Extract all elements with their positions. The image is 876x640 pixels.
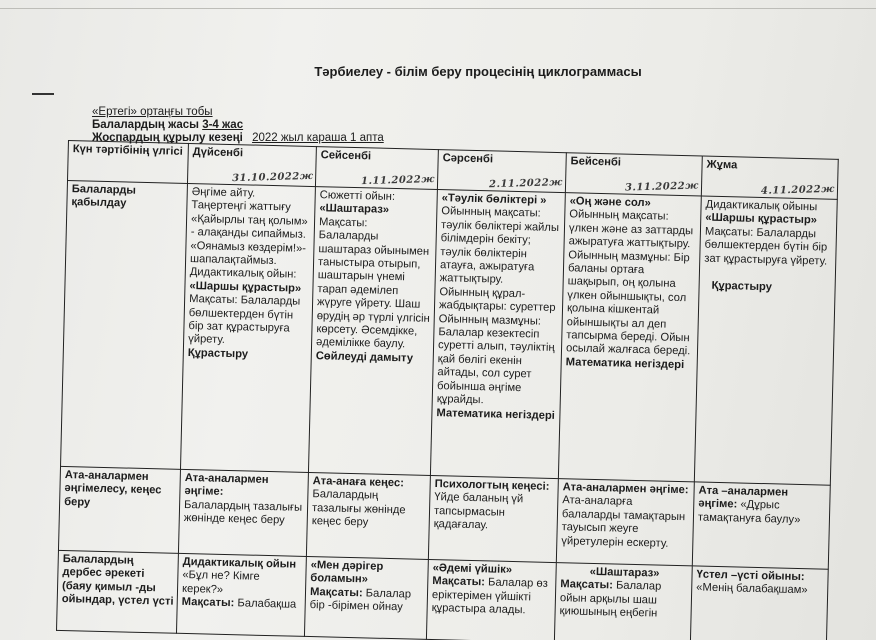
text: Мақсаты: [560, 578, 614, 592]
text: Ата-аналармен әңгіме: [184, 471, 269, 499]
text: «Шаштараз» [589, 565, 660, 580]
text: Ата-аналармен әңгіме: [562, 481, 689, 497]
header-friday-label: Жұма [706, 158, 738, 172]
text: «Шаштараз» [319, 202, 390, 217]
cell-independent-monday [176, 553, 306, 636]
document-meta [92, 106, 384, 145]
text: Дидактикалық ойыны [705, 198, 818, 214]
text: «Мен дәрігер боламын» [310, 559, 384, 586]
period-label: Жоспардың құрылу кезеңі [92, 132, 243, 144]
text: Үйде баланың үй тапсырмасын қадағалау. [433, 491, 524, 532]
text: Мақсаты: Балаларды бөлшектерден бүтін бір зат құрастыруға үйрету. [188, 293, 301, 347]
header-schedule: Күн тәртібінің үлгісі [68, 141, 189, 184]
cell-parents-tuesday [306, 472, 430, 559]
text: Сөйлеуді дамыту [315, 349, 414, 365]
row-head-reception: Балаларды қабылдау [61, 181, 188, 470]
text: Балалар ойын арқылы шаш қиюшының еңбегін [559, 579, 662, 620]
text: Ойынның құрал-жабдықтары: суреттер Ойынның мазмұны: Балалар кезектесіп суретті алып, тәуліктің қай бөлігі екенін айтады, сол сурет бойынша әңгіме құрайды. [436, 285, 556, 407]
header-thursday [565, 153, 702, 196]
text: Құрастыру [187, 346, 249, 361]
text: Әңгіме айту. [191, 186, 256, 200]
text: Ойынның мақсаты: тәулік бөліктері жайлы білімдерін бекіту; тәулік бөліктерін атауға, ажыратуға жаттықтыру. [439, 205, 560, 287]
cell-independent-thursday [554, 563, 692, 640]
text: Ата-аналарға балаларды тамақтарын тауысып жеуге үйретулерін ескерту. [561, 494, 686, 550]
text: Ойынның мақсаты: үлкен және аз заттарды ажыратуға жаттықтыру. Ойынның мазмұны: Бір баланы ортаға шақырып, оң қолына үлкен ойыншықты, сол қолына кішкентай ойыншықты ал деп тапсырма береді. Ойын осылай жалғаса береді. [565, 208, 694, 358]
date-monday: 31.10.2022ж [231, 170, 314, 184]
text: Мақсаты: [318, 215, 368, 230]
group-label: «Ертегі» ортаңғы тобы [92, 106, 213, 118]
cell-parents-thursday [556, 479, 694, 566]
text: Мақсаты: [181, 596, 235, 610]
text: «Дұрыс тамақтануға баулу» [697, 498, 801, 526]
cell-independent-tuesday [304, 556, 428, 639]
cell-parents-wednesday [428, 475, 558, 562]
text: Математика негіздері [565, 356, 685, 371]
text: Үстел –үсті ойыны: [696, 568, 805, 584]
margin-mark [32, 93, 54, 95]
text: Дидактикалық ойын [182, 555, 297, 571]
date-friday: 4.11.2022ж [761, 183, 836, 197]
cyclogram-table [56, 140, 839, 640]
header-monday [187, 143, 316, 186]
date-thursday: 3.11.2022ж [625, 180, 700, 194]
text: Балабақша [237, 597, 297, 611]
header-friday [701, 156, 838, 199]
text: Дидактикалық ойын: [189, 266, 297, 282]
text: «Менің балабақшам» [696, 581, 808, 597]
cell-reception-wednesday [430, 190, 565, 479]
cell-parents-monday [178, 469, 308, 556]
text: Ата –аналармен әңгіме: [698, 484, 789, 511]
text: «Бұл не? Кімге керек?» [181, 569, 260, 596]
text: Құрастыру [711, 279, 773, 294]
text: «Тәулік бөліктері » [441, 192, 547, 207]
text: Мақсаты: Балаларды бөлшектерден бүтін бір зат құрастыруға үйрету. [704, 225, 828, 268]
date-wednesday: 2.11.2022ж [489, 176, 564, 190]
age-line [92, 119, 384, 132]
text: Мақсаты: [309, 585, 363, 600]
text: Балалар өз еріктерімен үйшікті құрастыра алады. [431, 576, 548, 617]
header-monday-label: Дүйсенбі [192, 146, 244, 160]
text: Балалардың тазалығы жөнінде кеңес беру [311, 488, 406, 529]
text: «Шаршы құрастыр» [705, 212, 818, 227]
age-value: 3-4 жас [202, 119, 244, 131]
text: «Әдемі үйшік» [432, 562, 513, 576]
cell-reception-monday [180, 183, 315, 472]
text: Мақсаты: [432, 575, 486, 589]
cell-reception-thursday [558, 193, 701, 482]
text: Сюжетті ойын: [319, 189, 396, 204]
text: Таңертеңгі жаттығу «Қайырлы таң қолым» - алақанды сипаймыз. «Оянамыз көздерім!»- шапалақтаймыз. [189, 199, 308, 268]
table-row-reception [61, 181, 838, 486]
cell-independent-wednesday [426, 559, 556, 640]
age-label: Балалардың жасы [92, 119, 199, 131]
row-head-parents: Ата-аналармен әңгімелесу, кеңес беру [58, 466, 180, 553]
text: Математика негіздері [436, 406, 556, 422]
text: «Оң және сол» [569, 195, 651, 210]
cell-parents-friday [692, 482, 830, 569]
page-title: Тәрбиелеу - білім беру процесінің циклограммасы [314, 64, 642, 79]
text: Ата-анаға кеңес: [312, 475, 405, 490]
cell-reception-tuesday [308, 187, 437, 476]
header-wednesday [437, 150, 566, 193]
header-thursday-label: Бейсенбі [570, 155, 622, 169]
header-tuesday [315, 147, 438, 190]
cell-independent-friday [690, 566, 828, 640]
text: Балаларды шаштараз ойынымен таныстыра отырып, шаштарын үнемі тарап әдемілеп жүруге үйрету. Шаш өрудің әр түрлі үлгісін көрсету. Әсемдікке, әдемілікке баулу. [315, 229, 430, 351]
header-tuesday-label: Сейсенбі [320, 149, 372, 163]
date-tuesday: 1.11.2022ж [361, 173, 436, 187]
cell-reception-friday [694, 196, 837, 485]
row-head-independent: Балалардың дербес әрекеті (баяу қимыл -ды ойындар, үстел үсті [57, 550, 179, 633]
text: Балалардың тазалығы жөнінде кеңес беру [183, 498, 303, 527]
text: Психологтың кеңесі: [434, 478, 550, 493]
text: Балалар бір -бірімен ойнау [309, 587, 412, 614]
period-value: 2022 жыл караша 1 апта [252, 132, 384, 144]
text: «Шаршы құрастыр» [189, 279, 302, 295]
cyclogram-table-wrapper [56, 140, 838, 640]
scan-edge-line [0, 8, 876, 9]
header-wednesday-label: Сәрсенбі [442, 152, 494, 166]
